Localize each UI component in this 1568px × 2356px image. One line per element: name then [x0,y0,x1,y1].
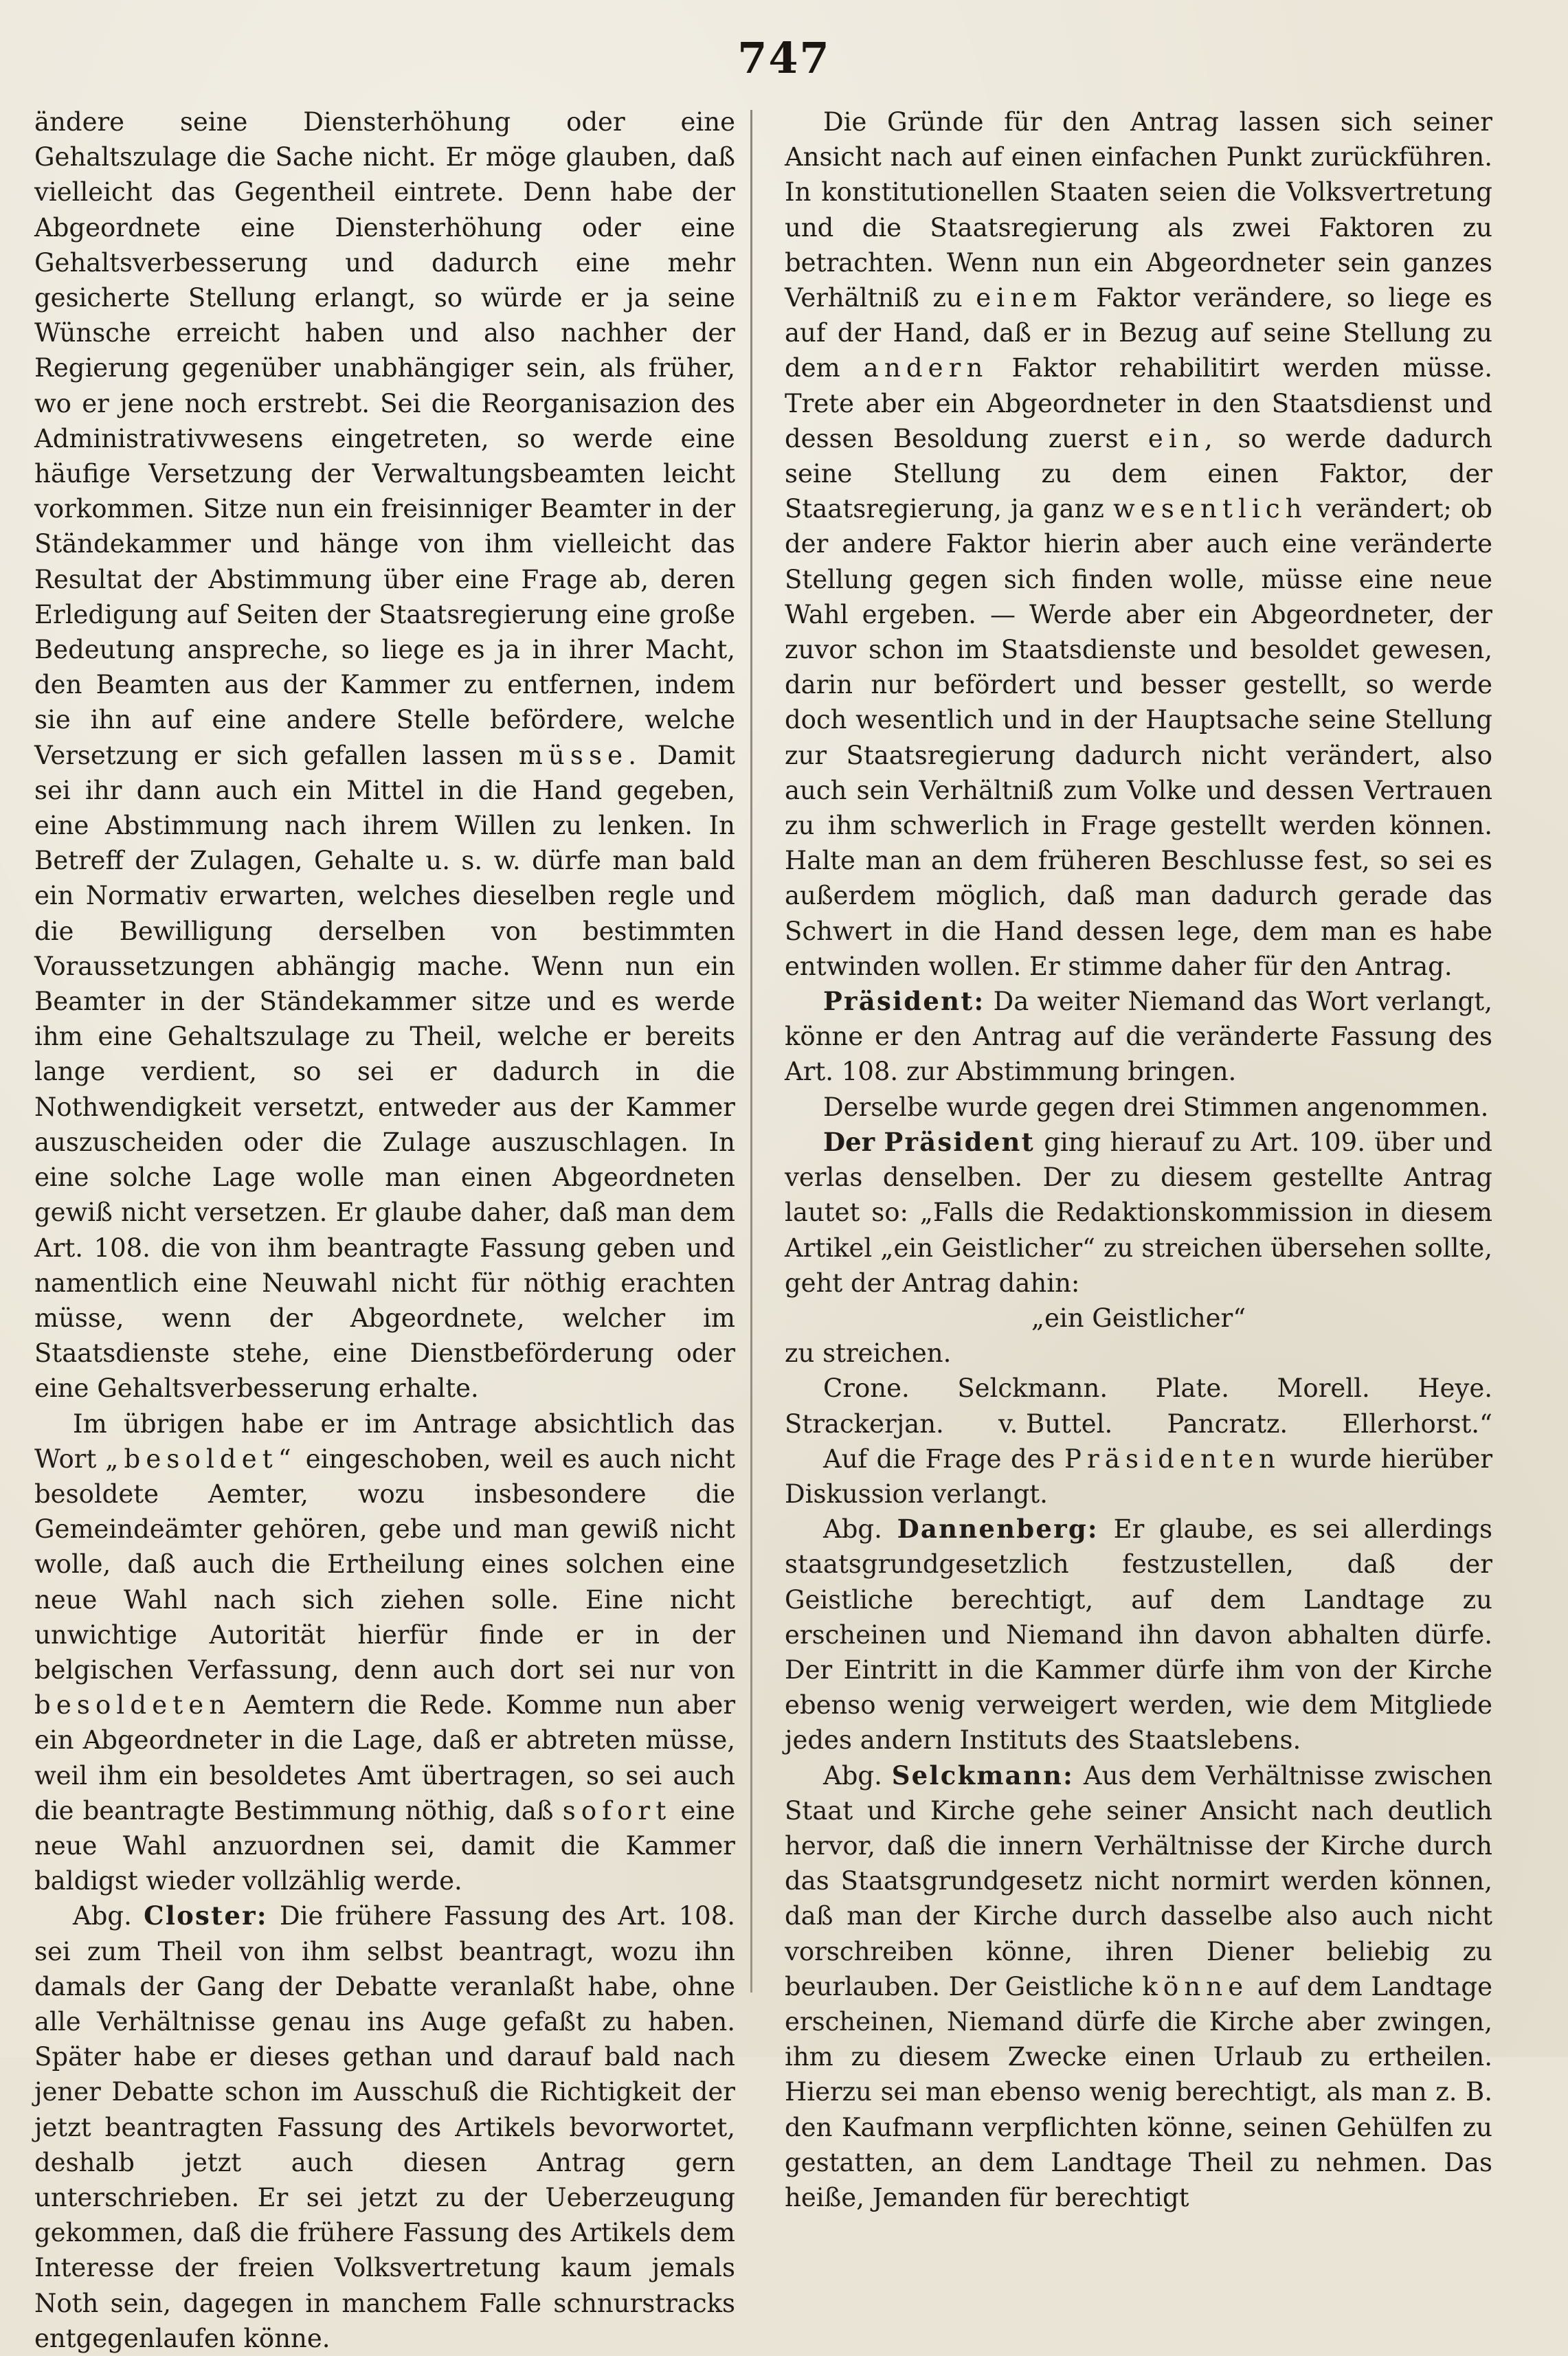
paragraph [785,984,1492,1090]
paragraph [785,104,1492,984]
text-span: verändert; ob der andere Faktor hierin aber auch eine veränderte Stellung gegen sich finden wolle, müsse eine neue Wahl ergeben. — Werde aber ein Abgeordneter, der zuvor schon im Staatsdienste und besoldet gewesen, darin nur befördert und besser gestellt, so werde doch wesentlich und in der Hauptsache seine Stellung zur Staatsregierung dadurch nicht verändert, also auch sein Verhältniß zum Volke und dessen Vertrauen zu ihm schwerlich in Frage gestellt werden können. Halte man an dem früheren Beschlusse fest, so sei es außerdem möglich, daß man dadurch gerade das Schwert in die Hand dessen lege, dem man es habe entwinden wollen. Er stimme daher für den Antrag. [785,494,1492,981]
signature-name: Heye. [1418,1373,1492,1404]
signature-name: Ellerhorst.“ [1342,1409,1492,1439]
text-span: Auf die Frage des [823,1444,1055,1474]
signatures-line-2 [785,1406,1492,1441]
column-divider [750,110,752,1993]
emphasis-text: Präsidenten [1064,1444,1281,1474]
speaker-name: Dannenberg: [897,1514,1099,1545]
text-span: eine neue Wahl anzuordnen sei, damit die Kammer baldigst wieder vollzählig werde. [34,1795,735,1896]
emphasis-text: „besoldet“ [105,1444,297,1474]
emphasis-text: müsse. [518,740,642,770]
text-span: Damit sei ihr dann auch ein Mittel in die Hand gegeben, eine Abstimmung nach ihrem Willen zu lenken. In Betreff der Zulagen, Gehalte u. s. w. dürfe man bald ein Normativ erwarten, welches dieselben regle und die Bewilligung derselben von bestimmten Voraussetzungen abhängig mache. Wenn nun ein Beamter in der Ständekammer sitze und es werde ihm eine Gehaltszulage zu Theil, welche er bereits lange verdient, so sei er dadurch in die Nothwendigkeit versetzt, entweder aus der Kammer auszuscheiden oder die Zulage auszuschlagen. In eine solche Lage wolle man einen Abgeordneten gewiß nicht versetzen. Er glaube daher, daß man dem Art. 108. die von ihm beantragte Fassung geben und namentlich eine Neuwahl nicht für nöthig erachten müsse, wenn der Abgeordnete, welcher im Staatsdienste stehe, eine Dienstbeförderung oder eine Gehaltsverbesserung erhalte. [34,740,735,1404]
page-number: 747 [737,33,831,83]
text-span: Da weiter Niemand das Wort verlangt, könne er den Antrag auf die veränderte Fassung des Art. 108. zur Abstimmung bringen. [785,987,1492,1087]
speaker-prefix: Abg. [823,1514,882,1545]
emphasis-text: einem [976,283,1083,313]
emphasis-text: könne [1142,1971,1249,2001]
paragraph [34,104,735,1406]
paragraph: zu streichen. [785,1338,952,1369]
speaker-name: Closter: [144,1900,268,1931]
text-span: eingeschoben, weil es auch nicht besoldete Aemter, wozu insbesondere die Gemeindeämter gehören, gebe und man gewiß nicht wolle, daß auch die Ertheilung eines solchen eine neue Wahl nach sich ziehen solle. Eine nicht unwichtige Autorität hierfür finde er in der belgischen Verfassung, denn auch dort sei nur von [34,1444,735,1685]
emphasis-text: besoldeten [34,1690,232,1720]
speaker-name: Präsident: [823,986,985,1017]
text-span: Der [823,1126,875,1157]
emphasis-text: andern [863,353,989,383]
signature-name: Selckmann. [957,1373,1108,1404]
text-span: Die frühere Fassung des Art. 108. sei zum Theil von ihm selbst beantragt, wozu ihn damals der Gang der Debatte veranlaßt habe, ohne alle Verhältnisse genau ins Auge gefaßt zu haben. Später habe er dieses gethan und darauf bald nach jener Debatte schon im Ausschuß die Richtigkeit der jetzt beantragten Fassung des Artikels bevorwortet, deshalb jetzt auch diesen Antrag gern unterschrieben. Er sei jetzt zu der Ueberzeugung gekommen, daß die frühere Fassung des Artikels dem Interesse der freien Volksvertretung kaum jemals Noth sein, dagegen in manchem Falle schnurstracks entgegenlaufen könne. [34,1901,735,2353]
left-column [34,104,736,2353]
speaker-prefix: Abg. [73,1901,132,1931]
text-span: Er glaube, es sei allerdings staatsgrundgesetzlich festzustellen, daß der Geistliche berechtigt, auf dem Landtage zu erscheinen und Niemand ihn davon abhalten dürfe. Der Eintritt in die Kammer dürfe ihm von der Kirche ebenso wenig verweigert werden, wie dem Mitgliede jedes andern Instituts des Staatslebens. [785,1514,1492,1755]
text-span: ging hierauf zu Art. 109. über und verlas denselben. Der zu diesem gestellte Antrag lautet so: „Falls die Redaktionskommission in diesem Artikel „ein Geistlicher“ zu streichen übersehen sollte, geht der Antrag dahin: [785,1127,1492,1298]
right-column [785,104,1493,2212]
text-span: Faktor verändere, so liege es auf der Hand, daß er in Bezug auf seine Stellung zu dem [785,283,1492,383]
text-span: Die Gründe für den Antrag lassen sich seiner Ansicht nach auf einen einfachen Punkt zurückführen. In konstitutionellen Staaten seien die Volksvertretung und die Staatsregierung als zwei Faktoren zu betrachten. Wenn nun ein Abgeordneter sein ganzes Verhältniß zu [785,107,1492,313]
speaker-name: Selckmann: [891,1760,1074,1791]
text-span: auf dem Landtage erscheinen, Niemand dürfe die Kirche aber zwingen, ihm zu diesem Zwecke einen Urlaub zu ertheilen. Hierzu sei man ebenso wenig berechtigt, als man z. B. den Kaufmann verpflichten könne, seinen Gehülfen zu gestatten, an dem Landtage Theil zu nehmen. Das heiße, Jemanden für berechtigt [785,1971,1492,2212]
paragraph [785,1758,1492,2216]
speaker-prefix: Abg. [823,1760,882,1791]
quoted-term: „ein Geistlicher“ [1031,1303,1246,1333]
text-span: so werde dadurch seine Stellung zu dem einen Faktor, der Staatsregierung, ja ganz [785,423,1492,524]
paragraph [785,1441,1492,1512]
text-span: Aemtern die Rede. Komme nun aber ein Abgeordneter in die Lage, daß er abtreten müsse, weil ihm ein besoldetes Amt übertragen, so sei auch die beantragte Bestimmung nöthig, daß [34,1690,736,1826]
text-span: Aus dem Verhältnisse zwischen Staat und Kirche gehe seiner Ansicht nach deutlich hervor, daß die innern Verhältnisse der Kirche durch das Staatsgrundgesetz nicht normirt werden können, daß man der Kirche durch dasselbe also auch nicht vorschreiben könne, ihren Diener beliebig zu beurlauben. Der Geistliche [785,1760,1492,2001]
signature-name: Pancratz. [1167,1409,1288,1439]
text-span: Im übrigen habe er im Antrage absichtlich das Wort [34,1409,735,1474]
paragraph [785,1512,1492,1758]
emphasis-text: ein, [1147,423,1218,453]
text-span: ändere seine Diensterhöhung oder eine Gehaltszulage die Sache nicht. Er möge glauben, daß vielleicht das Gegentheil eintrete. Denn habe der Abgeordnete eine Diensterhöhung oder eine Gehaltsverbesserung und dadurch eine mehr gesicherte Stellung erlangt, so würde er ja seine Wünsche erreicht haben und also nachher der Regierung gegenüber unabhängiger sein, als früher, wo er jene noch erstrebt. Sei die Reorganisazion des Administrativwesens eingetreten, so werde eine häufige Versetzung der Verwaltungsbeamten leicht vorkommen. Sitze nun ein freisinniger Beamter in der Ständekammer und hänge von ihm vielleicht das Resultat der Abstimmung über eine Frage ab, deren Erledigung auf Seiten der Staatsregierung eine große Bedeutung anspreche, so liege es ja in ihrer Macht, den Beamten aus der Kammer zu entfernen, indem sie ihn auf eine andere Stelle befördere, welche Versetzung er sich gefallen lassen [34,107,735,770]
paragraph [785,1125,1492,1301]
signatures-line-1 [785,1371,1492,1406]
signature-name: Strackerjan. [785,1409,944,1439]
paragraph: Derselbe wurde gegen drei Stimmen angenommen. [823,1092,1489,1122]
paragraph [34,1898,735,2356]
text-span: Faktor rehabilitirt werden müsse. Trete aber ein Abgeordneter in den Staatsdienst und dessen Besoldung zuerst [785,353,1492,453]
signature-name: Plate. [1155,1373,1229,1404]
signature-name: v. Buttel. [998,1409,1113,1439]
text-span: wurde hierüber Diskussion verlangt. [785,1444,1493,1509]
emphasis-text: sofort [562,1795,672,1826]
signature-name: Crone. [823,1373,910,1404]
speaker-name: Präsident [884,1126,1035,1157]
paragraph [34,1406,735,1899]
signature-name: Morell. [1277,1373,1370,1404]
emphasis-text: wesentlich [1113,494,1308,524]
